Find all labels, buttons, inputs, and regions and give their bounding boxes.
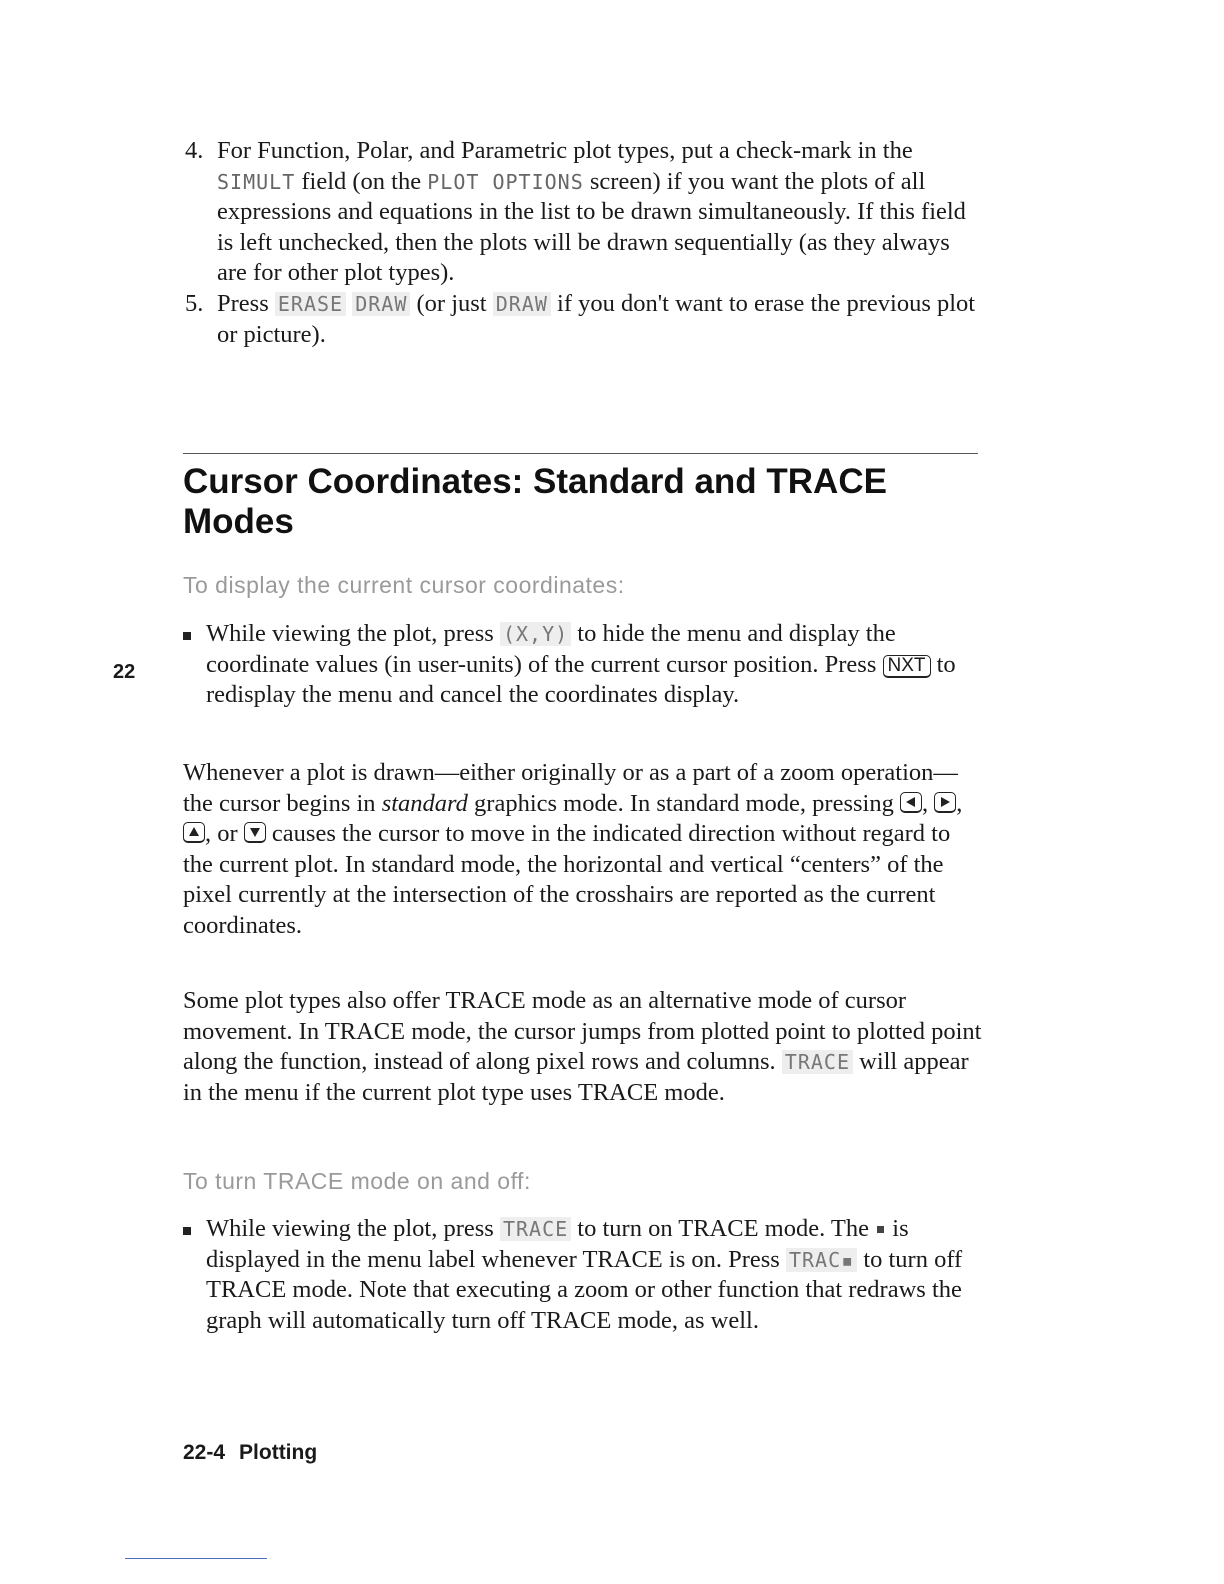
paragraph-standard-mode [183,758,983,941]
lcd-field-label: PLOT OPTIONS [427,169,584,194]
menu-softkey: DRAW [493,292,551,316]
text-run: , or [205,820,244,847]
text-run: to hide the menu and display the coordinate values (in user-units) of the current cursor position. Press [206,620,896,678]
text-run: Whenever a plot is drawn—either originally or as a part of a zoom operation—the cursor begins in [183,759,958,817]
step-number: 4. [185,137,204,164]
menu-softkey: TRAC▪ [786,1248,857,1272]
page-footer [183,1441,317,1465]
bottom-divider [125,1558,267,1559]
text-run: will appear in the menu if the current plot type uses TRACE mode. [183,1048,969,1106]
text-run: While viewing the plot, press [206,620,500,647]
menu-softkey: (X,Y) [500,622,571,646]
subhead-display-coordinates: To display the current cursor coordinates: [183,572,625,598]
down-arrow-key-icon [244,822,266,843]
menu-softkey: DRAW [352,292,410,316]
text-run: screen) if you want the plots of all expressions and equations in the list to be drawn simultaneously. If this field is left unchecked, then the plots will be drawn sequentially (as they always are for other plot types). [217,167,966,286]
text-run: to redisplay the menu and cancel the coordinates display. [206,650,956,708]
text-run: (or just [410,290,493,317]
text-run: Some plot types also offer TRACE mode as an alternative mode of cursor movement. In TRACE mode, the cursor jumps from plotted point to plotted point along the function, instead of along pixel rows and columns. [183,987,982,1075]
right-arrow-key-icon [934,792,956,813]
lcd-field-label: SIMULT [217,169,296,194]
text-run: graphics mode. In standard mode, pressing [467,789,900,817]
text-run: For Function, Polar, and Parametric plot types, put a check-mark in the [217,137,913,164]
text-run: to turn off TRACE mode. Note that executing a zoom or other function that redraws the graph will automatically turn off TRACE mode, as well. [206,1245,963,1334]
page-number: 22-4 [183,1441,226,1464]
paragraph-trace-mode [183,986,983,1108]
bullet-trace-toggle [183,1214,983,1336]
text-run: While viewing the plot, press [206,1215,500,1242]
section-rule [183,453,978,454]
emphasis-text: standard [381,789,468,817]
text-run: , [921,789,935,817]
bullet-display-coordinates [183,619,983,711]
text-run: Press [217,290,275,317]
keyboard-key: NXT [883,655,931,678]
step-text [217,289,985,350]
bullet-icon [183,632,191,640]
text-run: causes the cursor to move in the indicated direction without regard to the current plot. In standard mode, the horizontal and vertical “centers” of the pixel currently at the intersection of the crosshairs are reported as the current coordinates. [183,820,951,939]
subhead-trace-toggle: To turn TRACE mode on and off: [183,1168,531,1194]
step-number: 5. [185,290,204,317]
left-arrow-key-icon [900,792,922,813]
square-indicator-icon [877,1226,884,1233]
bullet-text [206,1214,983,1336]
step-4 [185,136,985,289]
text-run: field (on the [295,167,428,195]
text-run: if you don't want to erase the previous plot or picture). [217,290,976,348]
section-title: Cursor Coordinates: Standard and TRACE Modes [183,462,887,541]
text-run: , [956,789,963,817]
text-run: to turn on TRACE mode. The [571,1215,876,1242]
step-5 [185,289,985,350]
menu-softkey: TRACE [782,1050,853,1074]
bullet-icon [183,1227,191,1235]
text-run: is displayed in the menu label whenever TRACE is on. Press [206,1215,909,1273]
chapter-title: Plotting [239,1441,318,1464]
bullet-text [206,619,983,711]
step-text [217,136,985,289]
chapter-tab: 22 [113,661,136,683]
menu-softkey: TRACE [500,1217,571,1241]
menu-softkey: ERASE [275,292,346,316]
up-arrow-key-icon [183,822,205,843]
